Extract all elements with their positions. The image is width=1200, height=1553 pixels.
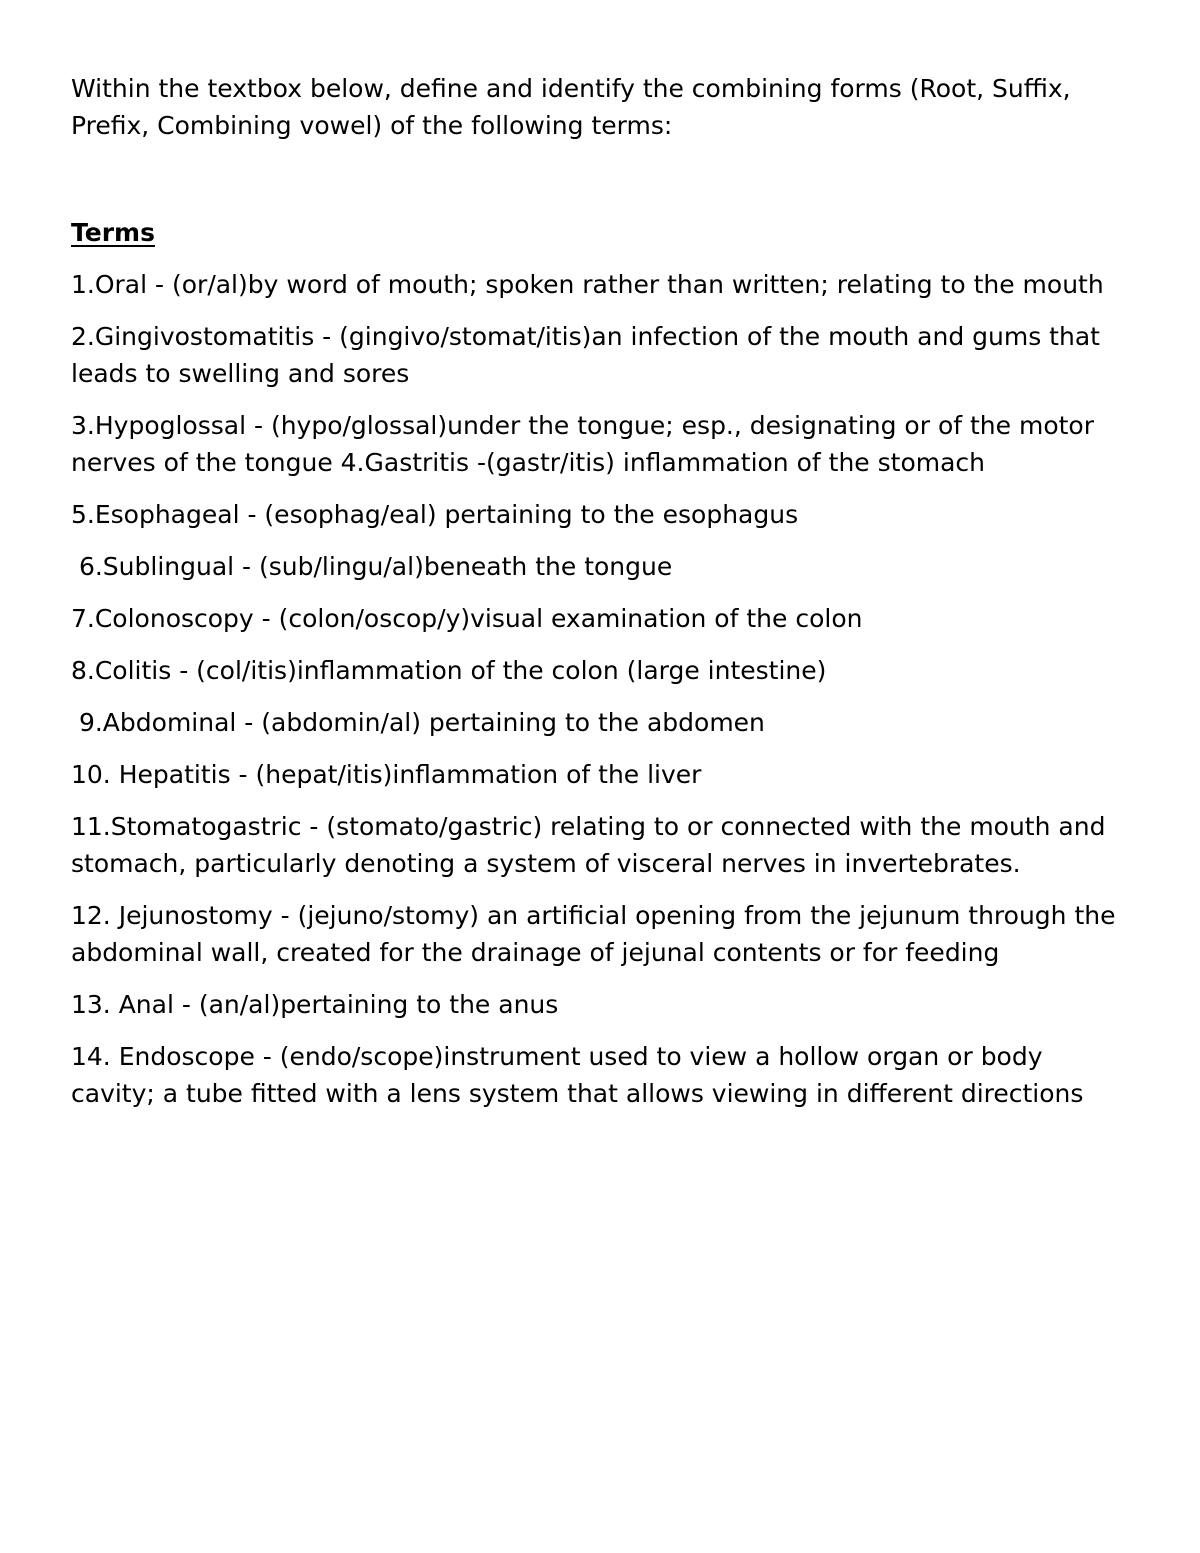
term-item-12: 12. Jejunostomy - (jejuno/stomy) an artificial opening from the jejunum through the abdominal wall, created for the drainage of jejunal contents or for feeding (71, 901, 1124, 967)
terms-heading: Terms (71, 218, 155, 247)
term-item-10: 10. Hepatitis - (hepat/itis)inflammation of the liver (71, 760, 702, 789)
term-item-3: 3.Hypoglossal - (hypo/glossal)under the tongue; esp., designating or of the motor nerves of the tongue 4.Gastritis -(gastr/itis) inflammation of the stomach (71, 411, 1102, 477)
term-item-7: 7.Colonoscopy - (colon/oscop/y)visual examination of the colon (71, 604, 863, 633)
term-item-9: 9.Abdominal - (abdomin/al) pertaining to the abdomen (71, 708, 765, 737)
term-item-5: 5.Esophageal - (esophag/eal) pertaining to the esophagus (71, 500, 799, 529)
term-item-13: 13. Anal - (an/al)pertaining to the anus (71, 990, 559, 1019)
term-item-14: 14. Endoscope - (endo/scope)instrument used to view a hollow organ or body cavity; a tube fitted with a lens system that allows viewing in different directions (71, 1042, 1084, 1108)
term-item-2: 2.Gingivostomatitis - (gingivo/stomat/itis)an infection of the mouth and gums that leads to swelling and sores (71, 322, 1108, 388)
instructions-paragraph: Within the textbox below, define and identify the combining forms (Root, Suffix, Prefix, Combining vowel) of the following terms: (71, 74, 1071, 140)
term-item-11: 11.Stomatogastric - (stomato/gastric) relating to or connected with the mouth and stomach, particularly denoting a system of visceral nerves in invertebrates. (71, 812, 1114, 878)
term-item-6: 6.Sublingual - (sub/lingu/al)beneath the tongue (71, 552, 673, 581)
term-item-8: 8.Colitis - (col/itis)inflammation of the colon (large intestine) (71, 656, 827, 685)
term-item-1: 1.Oral - (or/al)by word of mouth; spoken rather than written; relating to the mouth (71, 270, 1104, 299)
terms-list (71, 266, 1131, 1112)
